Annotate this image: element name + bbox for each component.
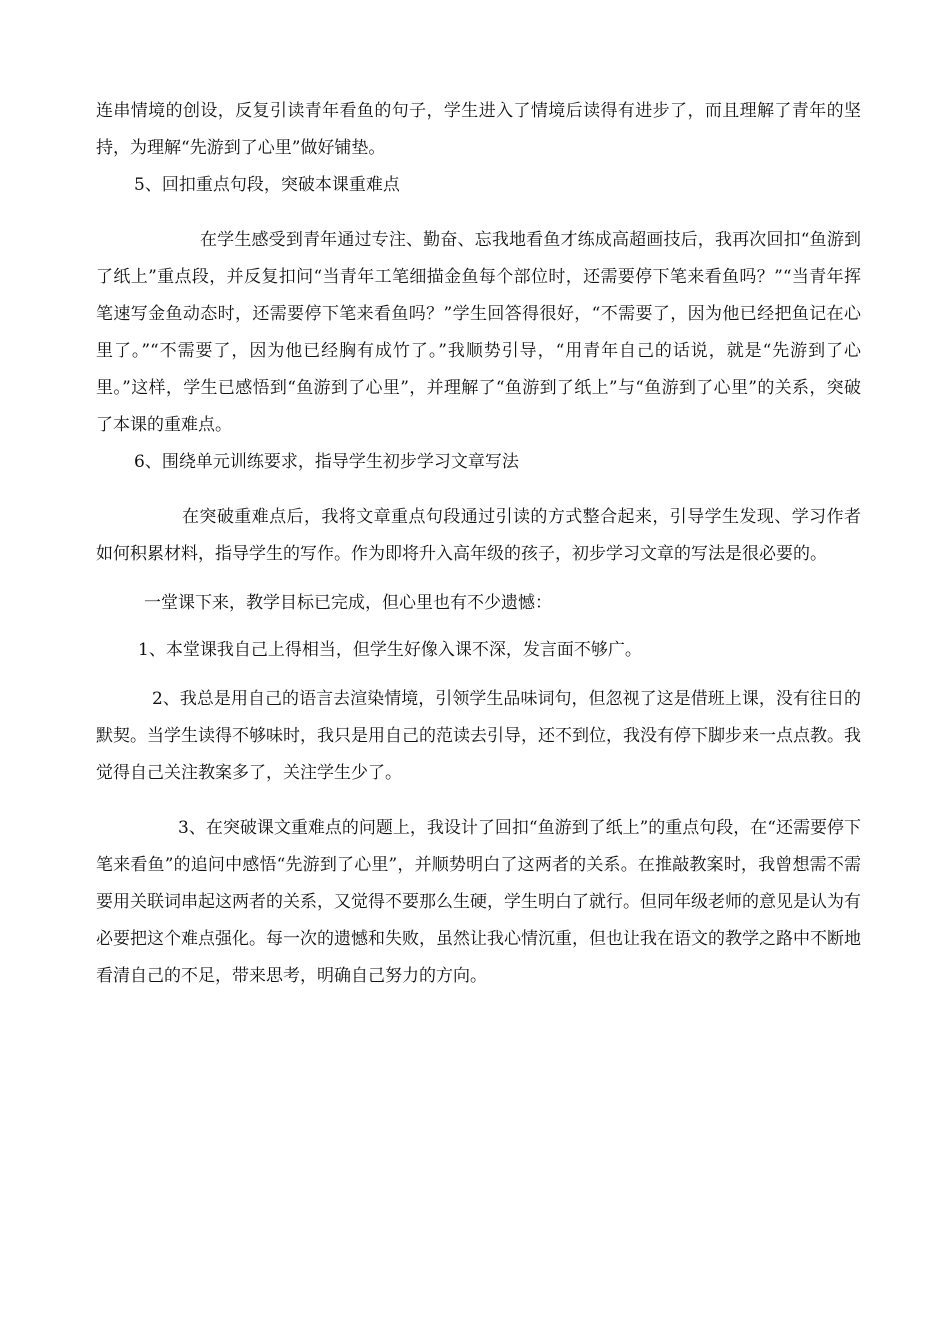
paragraph-section-6: 在突破重难点后，我将文章重点句段通过引读的方式整合起来，引导学生发现、学习作者如何积累材料，指导学生的写作。作为即将升入高年级的孩子，初步学习文章的写法是很必要的。 (96, 507, 861, 564)
section-heading-5: 5、回扣重点句段，突破本课重难点 (134, 175, 400, 195)
document-body (96, 93, 861, 995)
reflection-item-2: 2、我总是用自己的语言去渲染情境，引领学生品味词句，但忽视了这是借班上课，没有往日的默契。当学生读得不够味时，我只是用自己的范读去引导，还不到位，我没有停下脚步来一点点教。我觉得自己关注教案多了，关注学生少了。 (96, 689, 861, 783)
section-heading-6: 6、围绕单元训练要求，指导学生初步学习文章写法 (134, 452, 519, 472)
paragraph-continuation: 连串情境的创设，反复引读青年看鱼的句子，学生进入了情境后读得有进步了，而且理解了青年的坚持，为理解“先游到了心里”做好铺垫。 (96, 101, 861, 158)
reflection-item-1: 1、本堂课我自己上得相当，但学生好像入课不深，发言面不够广。 (138, 640, 642, 660)
paragraph-section-5: 在学生感受到青年通过专注、勤奋、忘我地看鱼才练成高超画技后，我再次回扣“鱼游到了纸上”重点段，并反复扣问“当青年工笔细描金鱼每个部位时，还需要停下笔来看鱼吗？”“当青年挥笔速写金鱼动态时，还需要停下笔来看鱼吗？”学生回答得很好，“不需要了，因为他已经把鱼记在心里了。”“不需要了，因为他已经胸有成竹了。”我顺势引导，“用青年自己的话说，就是“先游到了心里。”这样，学生已感悟到“鱼游到了心里”，并理解了“鱼游到了纸上”与“鱼游到了心里”的关系，突破了本课的重难点。 (96, 230, 861, 435)
reflection-item-3: 3、在突破课文重难点的问题上，我设计了回扣“鱼游到了纸上”的重点句段，在“还需要停下笔来看鱼”的追问中感悟“先游到了心里”，并顺势明白了这两者的关系。在推敲教案时，我曾想需不需要用关联词串起这两者的关系，又觉得不要那么生硬，学生明白了就行。但同年级老师的意见是认为有必要把这个难点强化。每一次的遗憾和失败，虽然让我心情沉重，但也让我在语文的教学之路中不断地看清自己的不足，带来思考，明确自己努力的方向。 (96, 818, 861, 986)
paragraph-reflection-intro: 一堂课下来，教学目标已完成，但心里也有不少遗憾： (144, 593, 552, 613)
